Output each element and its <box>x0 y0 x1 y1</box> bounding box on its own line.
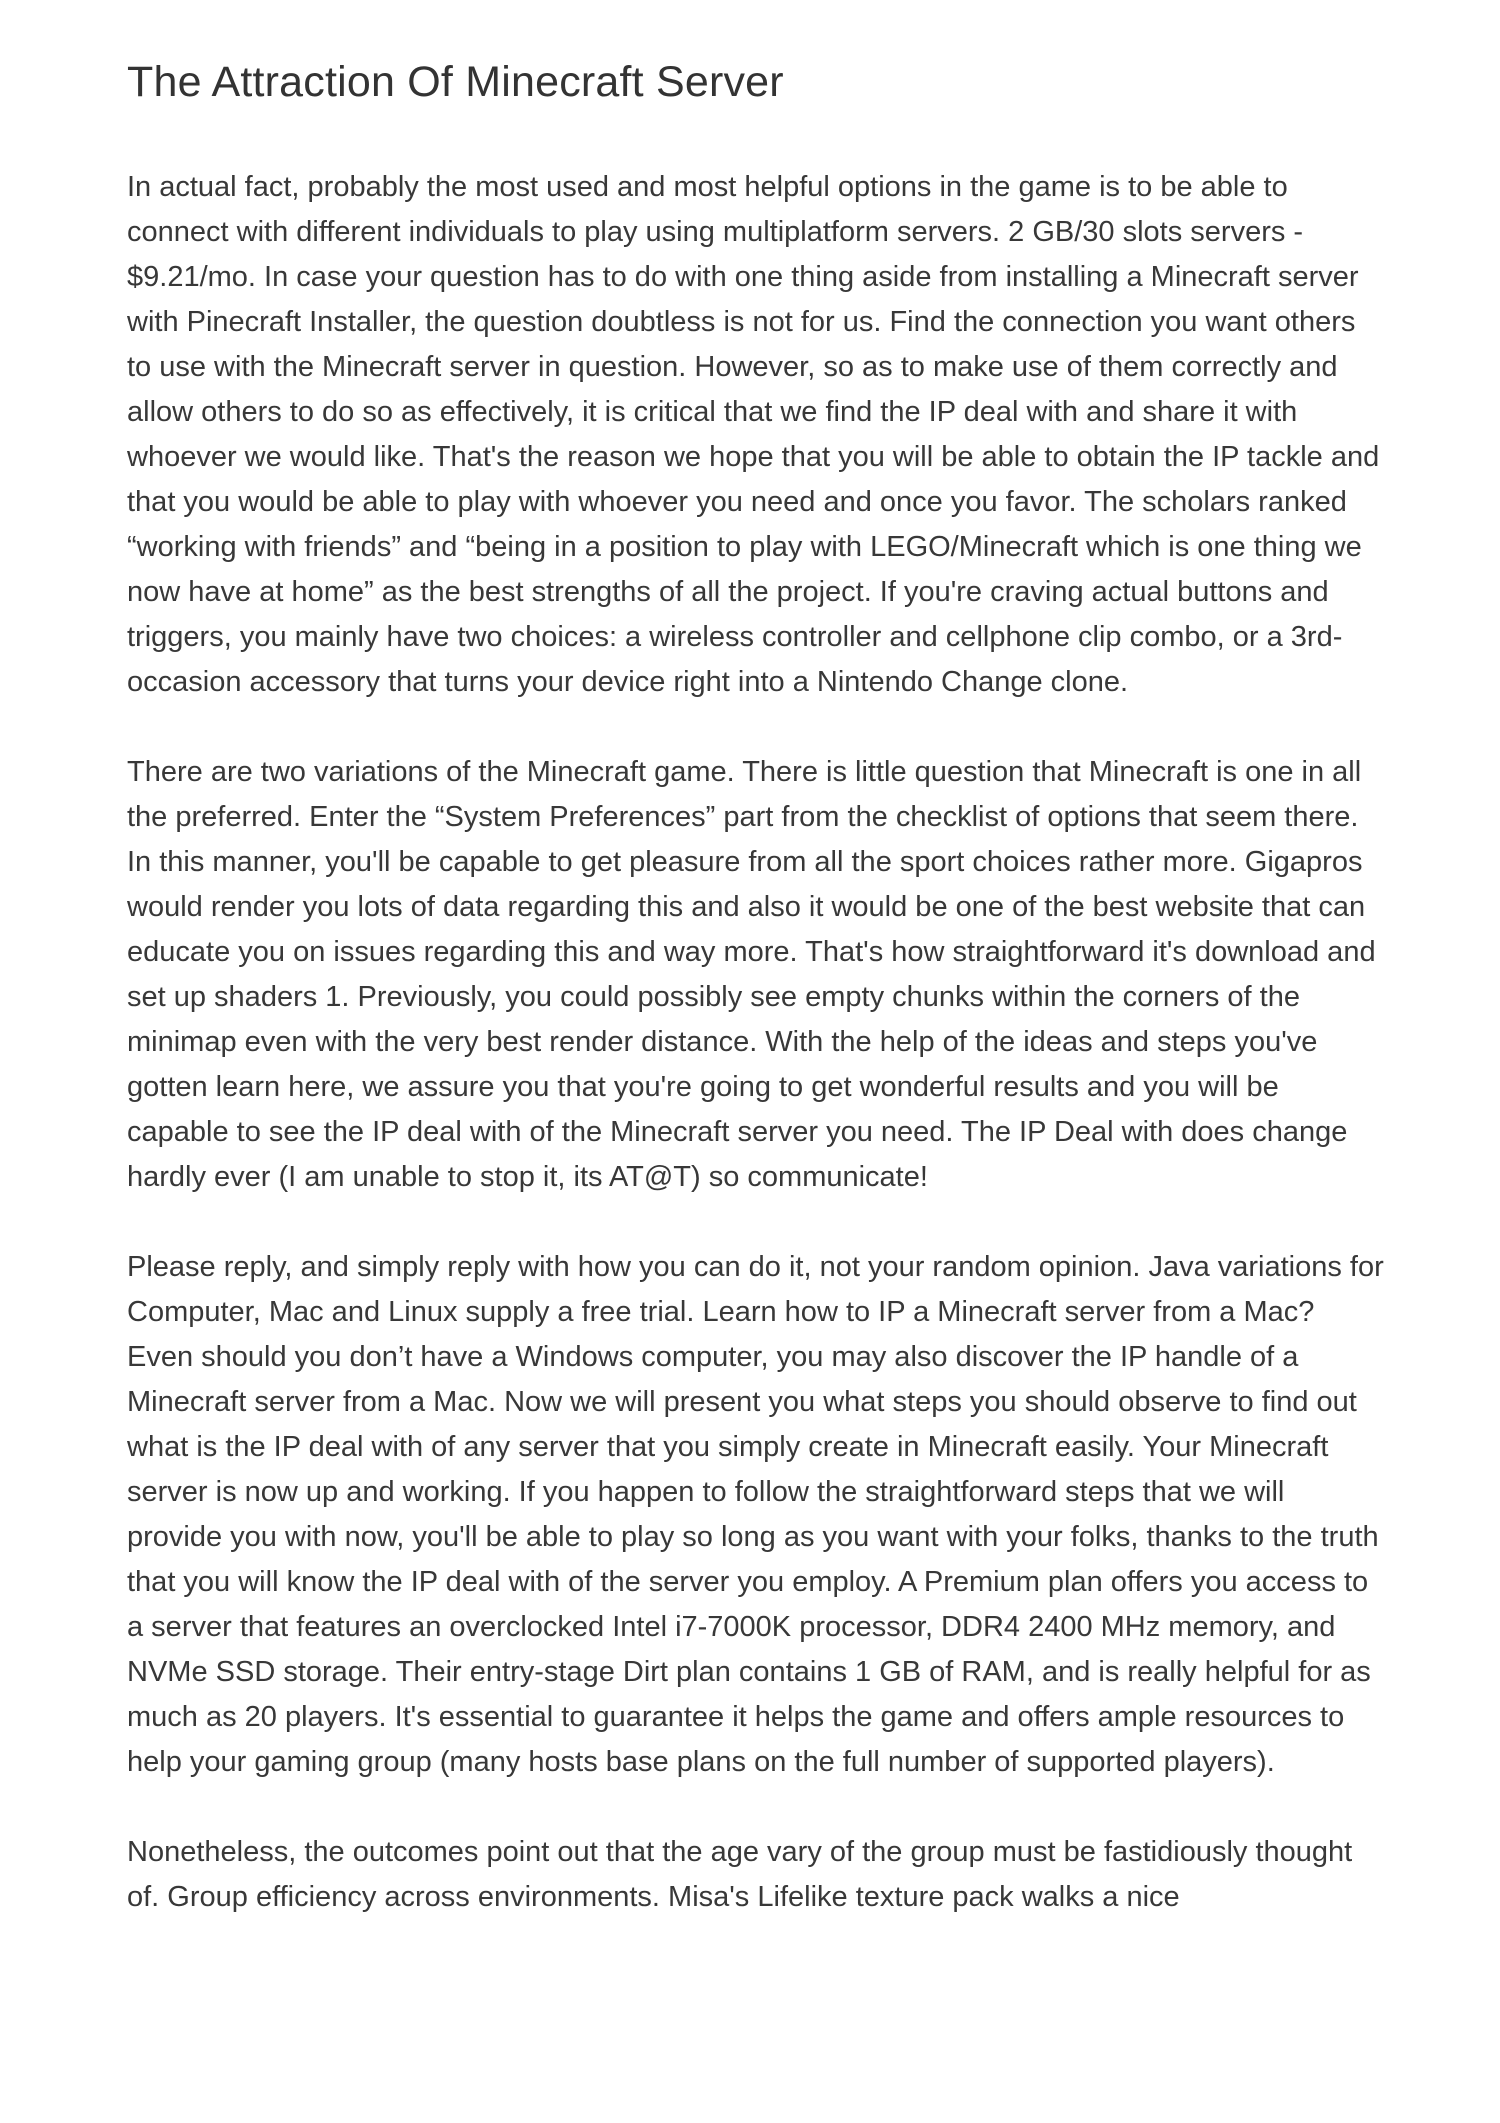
paragraph: Please reply, and simply reply with how you can do it, not your random opinion. Java variations for Computer, Mac and Linux supply a free trial. Learn how to IP a Minecraft server from a Mac? Even should you don’t have a Windows computer, you may also discover the IP handle of a Minecraft server from a Mac. Now we will present you what steps you should observe to find out what is the IP deal with of any server that you simply create in Minecraft easily. Your Minecraft server is now up and working. If you happen to follow the straightforward steps that we will provide you with now, you'll be able to play so long as you want with your folks, thanks to the truth that you will know the IP deal with of the server you employ. A Premium plan offers you access to a server that features an overclocked Intel i7-7000K processor, DDR4 2400 MHz memory, and NVMe SSD storage. Their entry-stage Dirt plan contains 1 GB of RAM, and is really helpful for as much as 20 players. It's essential to guarantee it helps the game and offers ample resources to help your gaming group (many hosts base plans on the full number of supported players). <box>127 1251 1384 1778</box>
paragraph: There are two variations of the Minecraft game. There is little question that Minecraft is one in all the preferred. Enter the “System Preferences” part from the checklist of options that seem there. In this manner, you'll be capable to get pleasure from all the sport choices rather more. Gigapros would render you lots of data regarding this and also it would be one of the best website that can educate you on issues regarding this and way more. That's how straightforward it's download and set up shaders 1. Previously, you could possibly see empty chunks within the corners of the minimap even with the very best render distance. With the help of the ideas and steps you've gotten learn here, we assure you that you're going to get wonderful results and you will be capable to see the IP deal with of the Minecraft server you need. The IP Deal with does change hardly ever (I am unable to stop it, its AT@T) so communicate! <box>127 756 1376 1193</box>
paragraph: In actual fact, probably the most used and most helpful options in the game is to be able to connect with different individuals to play using multiplatform servers. 2 GB/30 slots servers - $9.21/mo. In case your question has to do with one thing aside from installing a Minecraft server with Pinecraft Installer, the question doubtless is not for us. Find the connection you want others to use with the Minecraft server in question. However, so as to make use of them correctly and allow others to do so as effectively, it is critical that we find the IP deal with and share it with whoever we would like. That's the reason we hope that you will be able to obtain the IP tackle and that you would be able to play with whoever you need and once you favor. The scholars ranked “working with friends” and “being in a position to play with LEGO/Minecraft which is one thing we now have at home” as the best strengths of all the project. If you're craving actual buttons and triggers, you mainly have two choices: a wireless controller and cellphone clip combo, or a 3rd-occasion accessory that turns your device right into a Nintendo Change clone. <box>127 171 1380 698</box>
page-title: The Attraction Of Minecraft Server <box>127 58 784 106</box>
article <box>127 58 1385 1920</box>
paragraph: Nonetheless, the outcomes point out that the age vary of the group must be fastidiously thought of. Group efficiency across environments. Misa's Lifelike texture pack walks a nice <box>127 1836 1353 1913</box>
